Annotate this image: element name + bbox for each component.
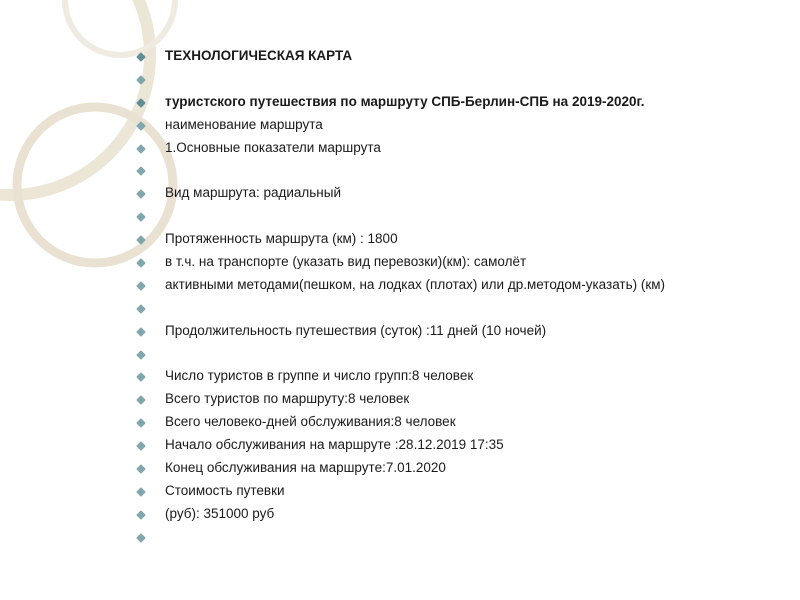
diamond-bullet-icon — [136, 510, 146, 520]
bullet-text: ТЕХНОЛОГИЧЕСКАЯ КАРТА — [165, 48, 353, 63]
diamond-bullet-icon — [136, 487, 146, 497]
diamond-bullet-icon — [136, 464, 146, 474]
bullet-item — [137, 526, 787, 549]
bullet-item — [137, 137, 787, 160]
bullet-item — [137, 388, 787, 411]
bullet-text: Всего туристов по маршруту:8 человек — [165, 391, 410, 407]
bullet-text: Конец обслуживания на маршруте:7.01.2020 — [165, 460, 446, 476]
bullet-item — [137, 228, 787, 251]
bullet-item — [137, 343, 787, 366]
bullet-text: туристского путешествия по маршруту СПБ-Берлин-СПБ на 2019-2020г. — [165, 93, 645, 109]
bullet-text: наименование маршрута — [165, 116, 323, 132]
diamond-bullet-icon — [136, 281, 146, 291]
diamond-bullet-icon — [136, 235, 146, 245]
bullet-text: Продолжительность путешествия (суток) :11 дней (10 ночей) — [165, 322, 547, 338]
bullet-item — [137, 411, 787, 434]
bullet-item — [137, 182, 787, 205]
bullet-item — [137, 480, 787, 503]
bullet-list — [137, 45, 787, 549]
bullet-item — [137, 457, 787, 480]
bullet-item — [137, 114, 787, 137]
bullet-text: Протяженность маршрута (км) : 1800 — [165, 231, 398, 247]
bullet-text: Начало обслуживания на маршруте :28.12.2019 17:35 — [165, 437, 504, 453]
bullet-item — [137, 503, 787, 526]
bullet-text: 1.Основные показатели маршрута — [165, 139, 381, 155]
diamond-bullet-icon — [136, 190, 146, 200]
diamond-bullet-icon — [136, 98, 146, 108]
diamond-bullet-icon — [136, 212, 146, 222]
bullet-text: Число туристов в группе и число групп:8 человек — [165, 368, 474, 384]
bullet-text: Всего человеко-дней обслуживания:8 человек — [165, 414, 456, 430]
bullet-item — [137, 205, 787, 228]
bullet-text: Стоимость путевки — [165, 482, 285, 498]
diamond-bullet-icon — [136, 75, 146, 85]
diamond-bullet-icon — [136, 258, 146, 268]
bullet-item — [137, 434, 787, 457]
bullet-item — [137, 320, 787, 343]
diamond-bullet-icon — [136, 52, 146, 62]
bullet-text: активными методами(пешком, на лодках (плотах) или др.методом-указать) (км) — [165, 276, 666, 292]
diamond-bullet-icon — [136, 144, 146, 154]
bullet-text: (руб): 351000 руб — [165, 505, 275, 521]
bullet-item — [137, 251, 787, 274]
diamond-bullet-icon — [136, 373, 146, 383]
diamond-bullet-icon — [136, 121, 146, 131]
diamond-bullet-icon — [136, 533, 146, 543]
bullet-item — [137, 297, 787, 320]
bullet-text: Вид маршрута: радиальный — [165, 185, 342, 201]
diamond-bullet-icon — [136, 167, 146, 177]
bullet-item — [137, 159, 787, 182]
diamond-bullet-icon — [136, 304, 146, 314]
diamond-bullet-icon — [136, 441, 146, 451]
bullet-text: в т.ч. на транспорте (указать вид перевозки)(км): самолёт — [165, 254, 527, 270]
diamond-bullet-icon — [136, 350, 146, 360]
diamond-bullet-icon — [136, 418, 146, 428]
bullet-item — [137, 274, 787, 297]
bullet-item — [137, 68, 787, 91]
bullet-item — [137, 365, 787, 388]
diamond-bullet-icon — [136, 396, 146, 406]
bullet-item — [137, 91, 787, 114]
diamond-bullet-icon — [136, 327, 146, 337]
bullet-item — [137, 45, 787, 68]
